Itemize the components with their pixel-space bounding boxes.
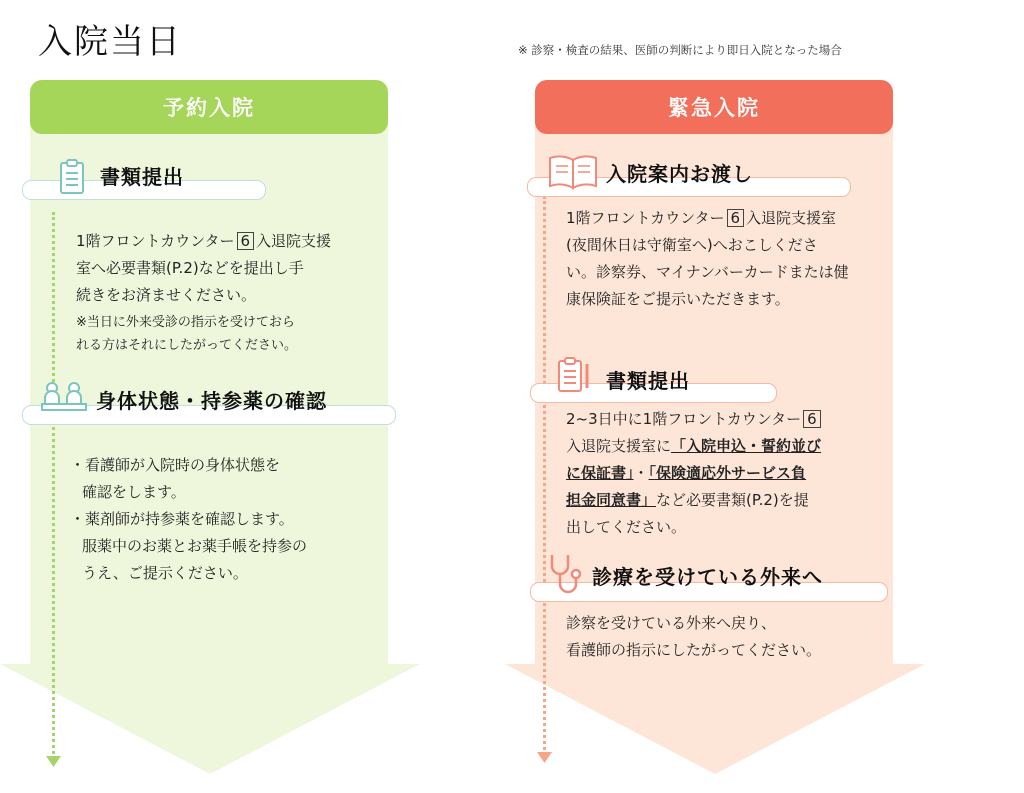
left-dotted-arrow-icon <box>46 756 62 768</box>
right-s3-line1: 診察を受けている外来へ戻り、 <box>566 614 777 632</box>
left-s1-note-line2: れる方はそれにしたがってください。 <box>76 338 298 353</box>
right-s1-line3: い。診察券、マイナンバーカードまたは健 <box>566 263 849 281</box>
document-name-1a: 「入院申込・誓約並び <box>671 437 822 455</box>
consultation-icon <box>40 380 88 420</box>
right-s3-line2: 看護師の指示にしたがってください。 <box>566 641 822 659</box>
open-book-icon <box>548 152 598 192</box>
right-dotted-arrow-icon <box>537 752 553 764</box>
left-s1-body <box>76 228 386 309</box>
clipboard-icon <box>58 158 88 196</box>
scheduled-admission-header: 予約入院 <box>30 80 388 134</box>
right-dotted-line <box>543 196 546 756</box>
right-s1-title: 入院案内お渡し <box>606 162 753 186</box>
left-s1-note-line1: ※当日に外来受診の指示を受けておら <box>76 315 295 330</box>
left-s2-line5: うえ、ご提示ください。 <box>82 564 248 582</box>
document-name-1b: に保証書」 <box>566 464 634 482</box>
left-s2-line2: 確認をします。 <box>82 483 186 501</box>
left-s2-body <box>70 452 390 587</box>
right-s2-body <box>566 406 896 541</box>
left-s1-line2: 室へ必要書類(P.2)などを提出し手 <box>76 259 304 277</box>
left-s2-line4: 服薬中のお薬とお薬手帳を持参の <box>82 537 308 555</box>
counter-number-badge: 6 <box>803 410 821 428</box>
left-s1-line3: 続きをお済ませください。 <box>76 286 257 304</box>
right-s1-line4: 康保険証をご提示いただきます。 <box>566 290 790 308</box>
emergency-admission-header: 緊急入院 <box>535 80 893 134</box>
left-s2-line3: ・薬剤師が持参薬を確認します。 <box>70 510 294 528</box>
right-s2-line1a: 2~3日中に1階フロントカウンター <box>566 410 802 428</box>
left-s2-line1: ・看護師が入院時の身体状態を <box>70 456 281 474</box>
document-name-2b: 担金同意書」 <box>566 491 657 509</box>
page-title: 入院当日 <box>38 22 182 62</box>
left-s1-line1b: 入退院支援 <box>256 232 332 250</box>
right-s2-title: 書類提出 <box>606 369 690 393</box>
right-s1-line1b: 入退院支援室 <box>746 209 837 227</box>
stethoscope-icon <box>548 552 584 596</box>
left-s1-note <box>76 311 386 357</box>
right-arrow-head <box>505 664 925 784</box>
right-s3-body <box>566 610 896 664</box>
counter-number-badge: 6 <box>237 232 255 250</box>
emergency-note: ※ 診察・検査の結果、医師の判断により即日入院となった場合 <box>518 43 842 57</box>
left-s1-line1a: 1階フロントカウンター <box>76 232 235 250</box>
right-s1-line1a: 1階フロントカウンター <box>566 209 725 227</box>
left-dotted-line <box>52 212 55 760</box>
right-s2-line2a: 入退院支援室に <box>566 437 672 455</box>
right-s2-separator: ・ <box>633 464 649 482</box>
clipboard-pen-icon <box>556 356 594 396</box>
left-arrow-head <box>0 664 420 784</box>
right-s2-line4b: など必要書類(P.2)を提 <box>656 491 809 509</box>
left-s1-title: 書類提出 <box>100 165 184 189</box>
left-s2-title: 身体状態・持参薬の確認 <box>96 389 327 413</box>
right-s3-title: 診療を受けている外来へ <box>592 565 823 589</box>
right-s1-body <box>566 205 896 313</box>
counter-number-badge: 6 <box>727 209 745 227</box>
right-s2-line5: 出してください。 <box>566 518 687 536</box>
document-name-2a: 「保険適応外サービス負 <box>648 464 807 482</box>
right-s1-line2: (夜間休日は守衛室へ)へおこしくださ <box>566 236 818 254</box>
